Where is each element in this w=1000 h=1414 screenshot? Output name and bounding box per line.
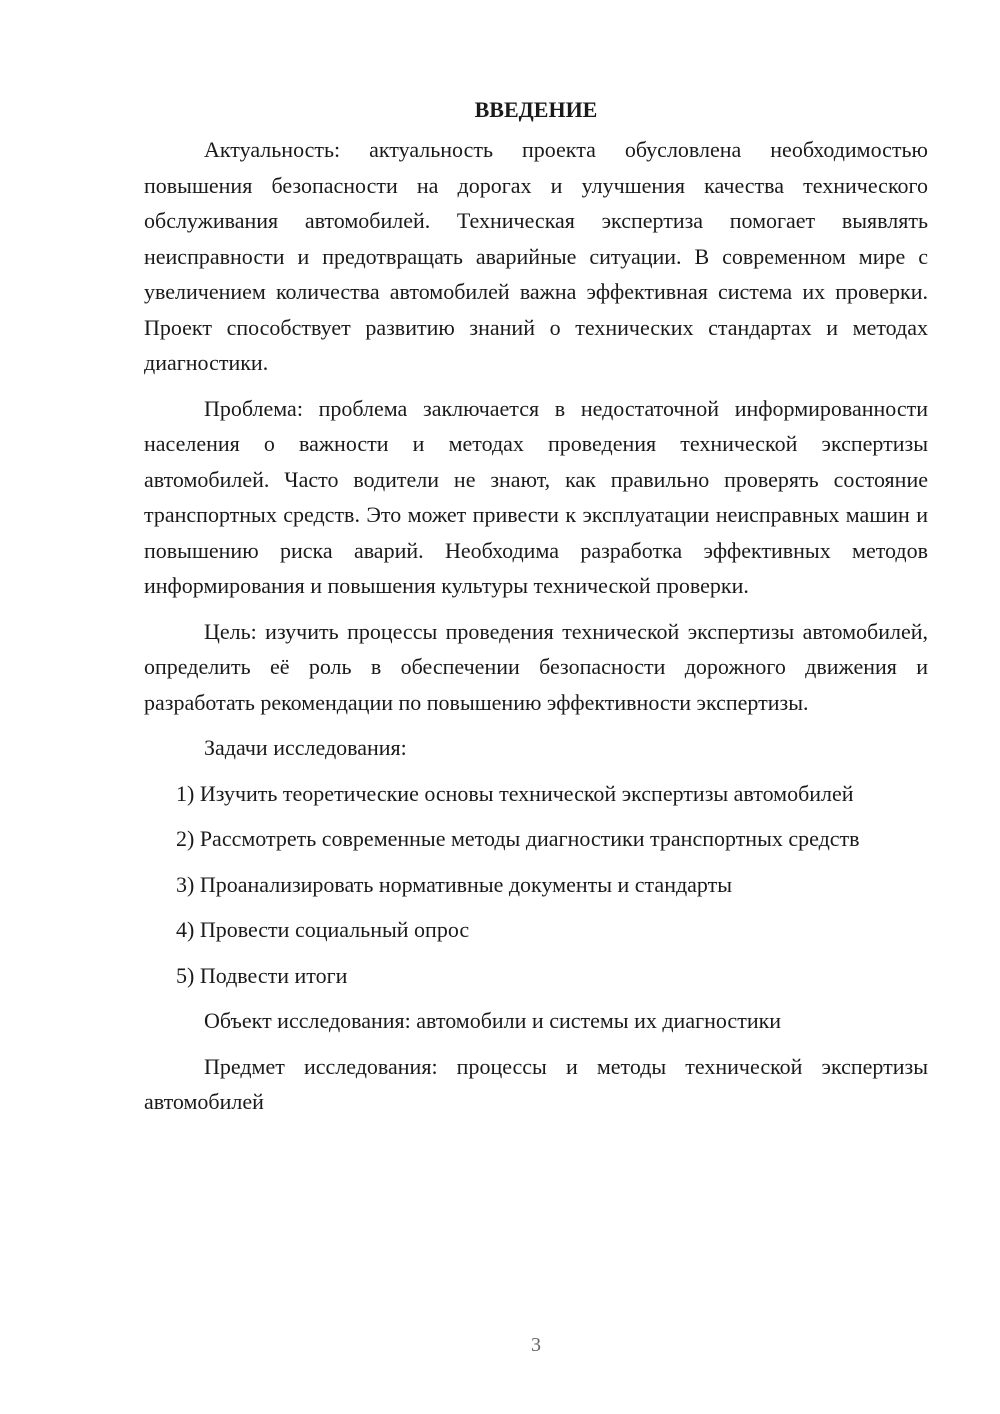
- page-number: 3: [531, 1334, 541, 1356]
- problem-paragraph: Проблема: проблема заключается в недостаточной информированности населения о важности и методах проведения технической экспертизы автомобилей. Часто водители не знают, как правильно проверять состояние транспортных средств. Это может привести к эксплуатации неисправных машин и повышению риска аварий. Необходима разработка эффективных методов информирования и повышения культуры технической проверки.: [144, 395, 928, 598]
- task-item-4: 4) Провести социальный опрос: [176, 917, 470, 942]
- document-page: [144, 92, 928, 1130]
- relevance-paragraph: Актуальность: актуальность проекта обусловлена необходимостью повышения безопасности на дорогах и улучшения качества технического обслуживания автомобилей. Техническая экспертиза помогает выявлять неисправности и предотвращать аварийные ситуации. В современном мире с увеличением количества автомобилей важна эффективная система их проверки. Проект способствует развитию знаний о технических стандартах и методах диагностики.: [144, 137, 928, 375]
- tasks-title: Задачи исследования:: [204, 735, 407, 760]
- task-item-1: 1) Изучить теоретические основы технической экспертизы автомобилей: [176, 780, 854, 806]
- goal-paragraph: Цель: изучить процессы проведения технической экспертизы автомобилей, определить её роль в обеспечении безопасности дорожного движения и разработать рекомендации по повышению эффективности экспертизы.: [144, 618, 928, 715]
- task-item-2: 2) Рассмотреть современные методы диагностики транспортных средств: [176, 826, 860, 851]
- task-item-3: 3) Проанализировать нормативные документы и стандарты: [176, 871, 733, 897]
- section-heading: ВВЕДЕНИЕ: [474, 97, 598, 122]
- research-object: Объект исследования: автомобили и системы их диагностики: [204, 1008, 782, 1033]
- research-subject: Предмет исследования: процессы и методы технической экспертизы автомобилей: [144, 1053, 928, 1114]
- task-item-5: 5) Подвести итоги: [176, 962, 348, 988]
